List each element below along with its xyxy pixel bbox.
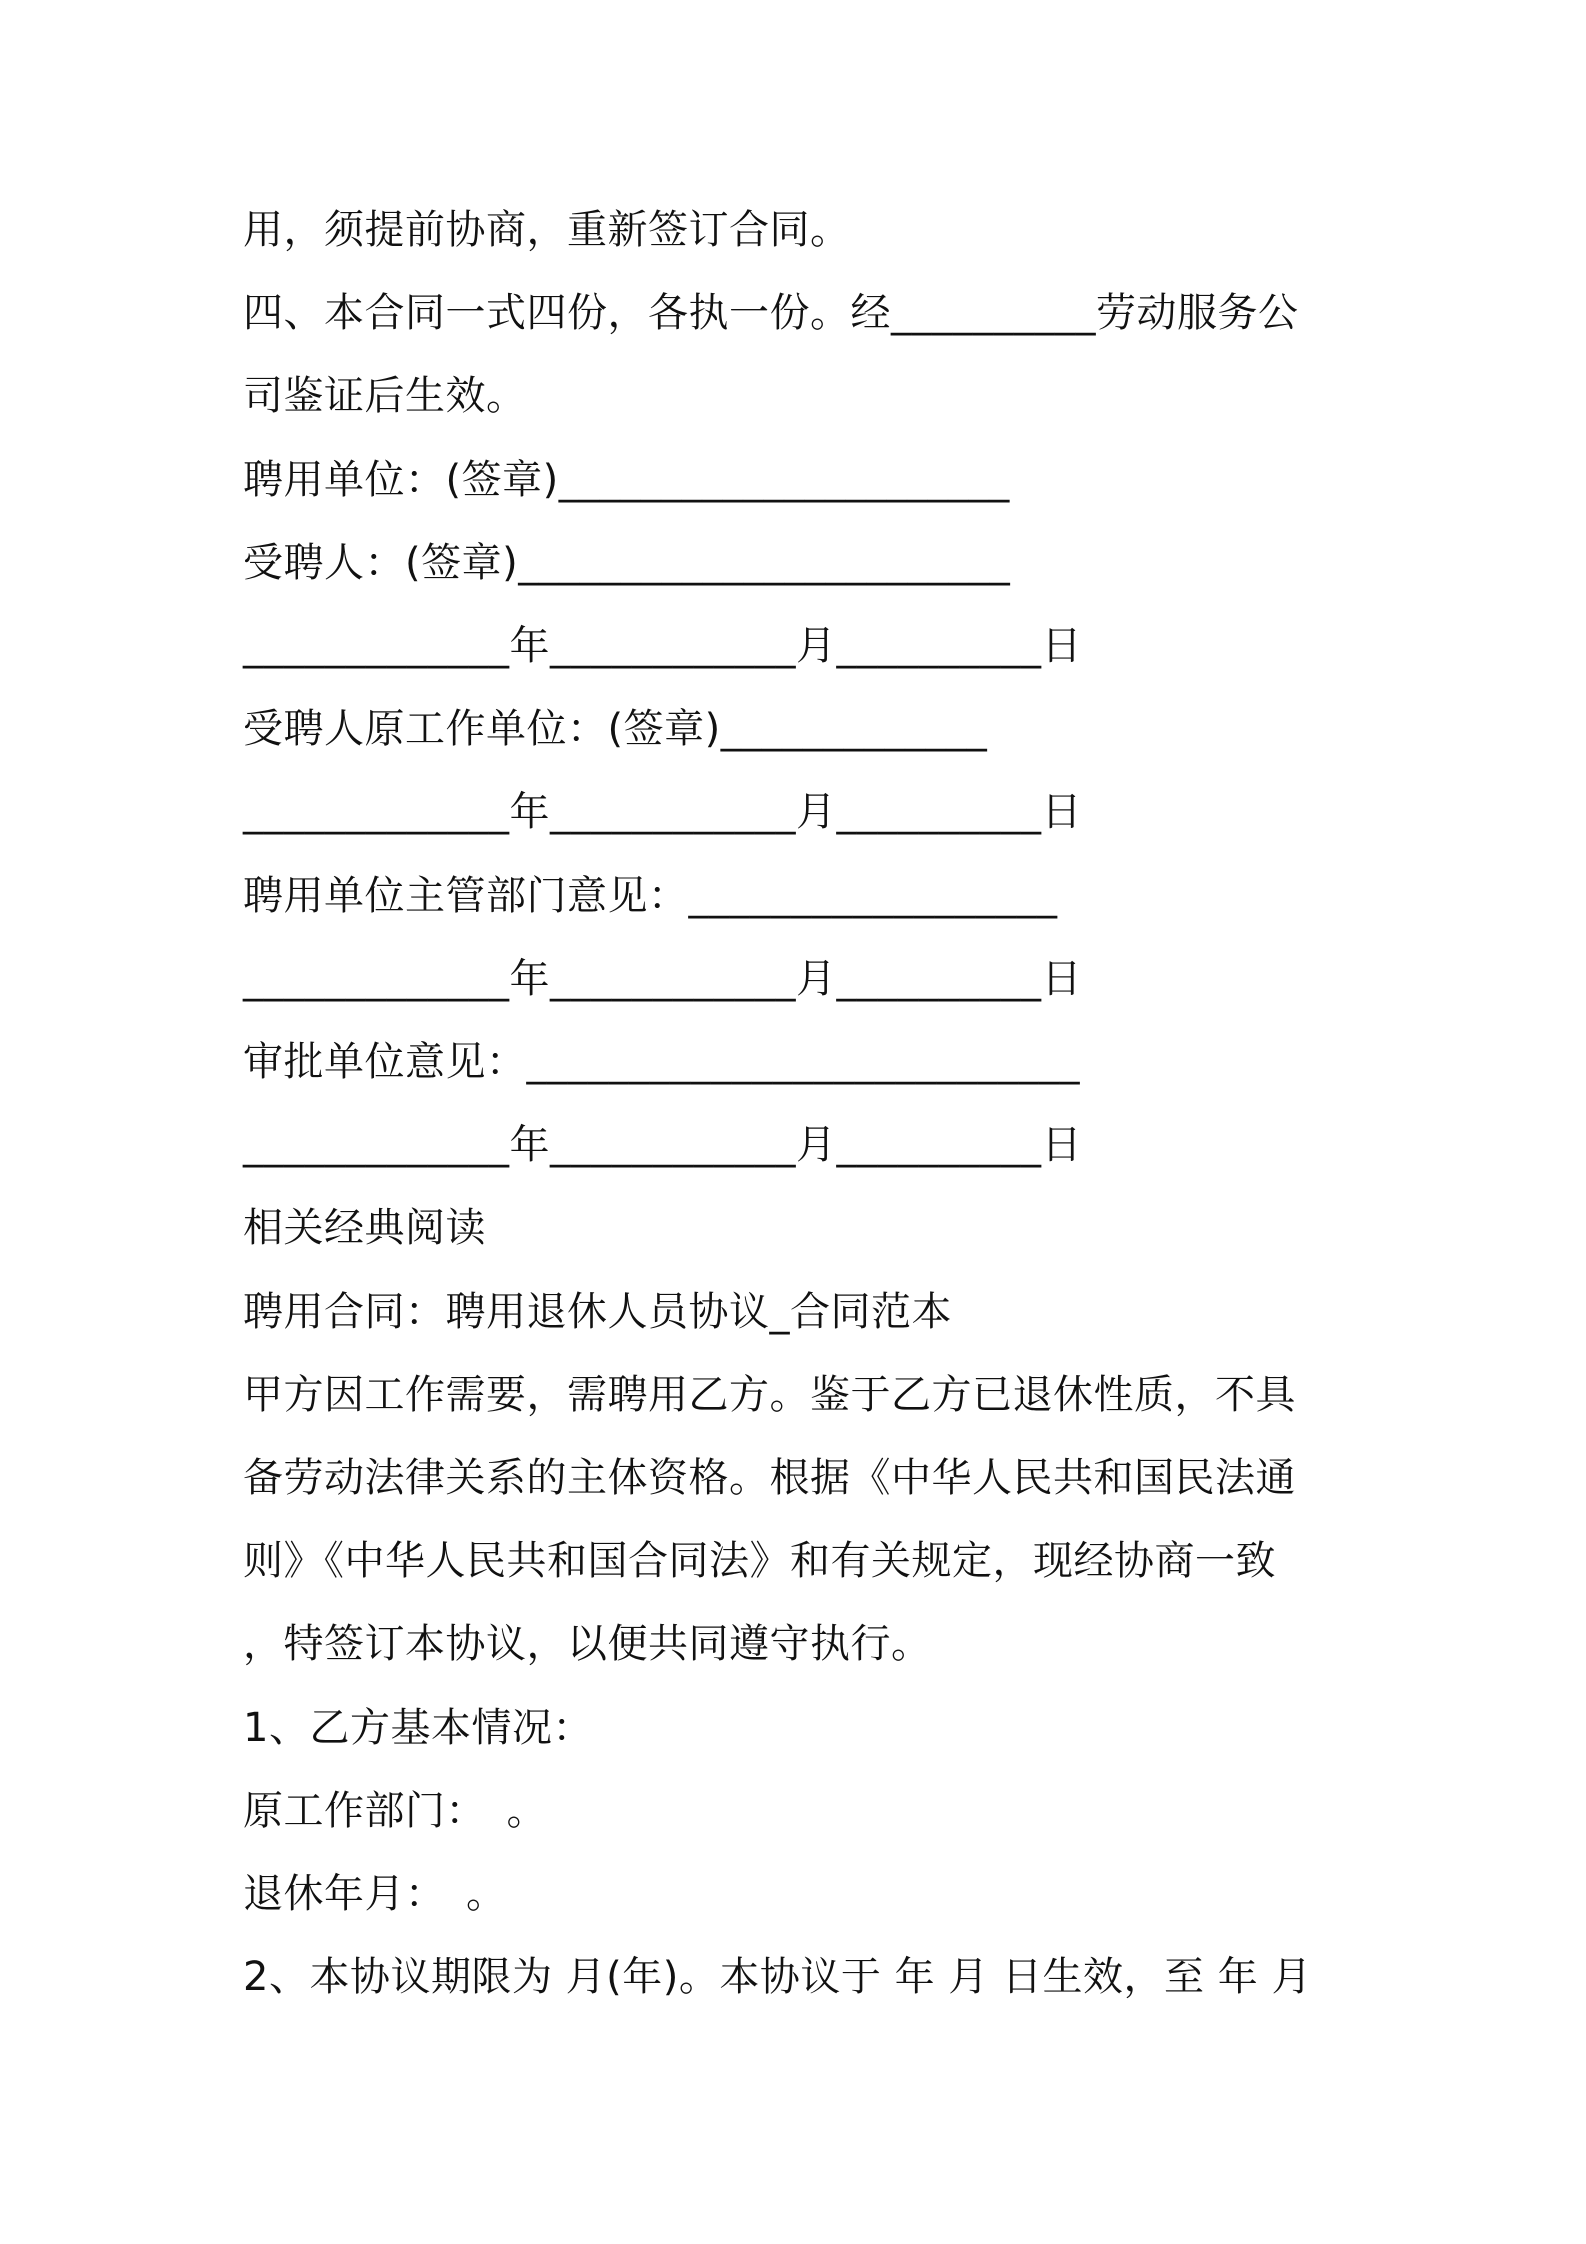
article-title: 聘用合同：聘用退休人员协议_合同范本 xyxy=(243,1289,952,1335)
text-line: 则》《中华人民共和国合同法》和有关规定，现经协商一致 xyxy=(243,1538,1276,1584)
text-line: ，特签订本协议，以便共同遵守执行。 xyxy=(243,1621,932,1667)
text-line: 甲方因工作需要，需聘用乙方。鉴于乙方已退休性质，不具 xyxy=(243,1372,1296,1418)
signature-line-employer: 聘用单位：(签章)______________________ xyxy=(243,457,1010,503)
section-heading: 相关经典阅读 xyxy=(243,1205,486,1251)
opinion-line-supervisor: 聘用单位主管部门意见：__________________ xyxy=(243,873,1058,919)
date-line: _____________年____________月__________日 xyxy=(243,956,1082,1002)
text-line: 用，须提前协商，重新签订合同。 xyxy=(243,207,851,253)
date-line: _____________年____________月__________日 xyxy=(243,789,1082,835)
date-line: _____________年____________月__________日 xyxy=(243,1122,1082,1168)
opinion-line-approver: 审批单位意见：___________________________ xyxy=(243,1039,1080,1085)
text-line: 备劳动法律关系的主体资格。根据《中华人民共和国民法通 xyxy=(243,1455,1296,1501)
text-line: 司鉴证后生效。 xyxy=(243,373,527,419)
text-line: 2、本协议期限为 月(年)。本协议于 年 月 日生效，至 年 月 xyxy=(243,1954,1312,2000)
signature-line-employee: 受聘人：(签章)________________________ xyxy=(243,540,1011,586)
signature-line-original-employer: 受聘人原工作单位：(签章)_____________ xyxy=(243,706,988,752)
text-line: 四、本合同一式四份，各执一份。经__________劳动服务公 xyxy=(243,290,1299,336)
text-line: 退休年月： 。 xyxy=(243,1871,507,1917)
date-line: _____________年____________月__________日 xyxy=(243,623,1082,669)
text-line: 原工作部门： 。 xyxy=(243,1788,547,1834)
clause-heading: 1、乙方基本情况： xyxy=(243,1705,593,1751)
